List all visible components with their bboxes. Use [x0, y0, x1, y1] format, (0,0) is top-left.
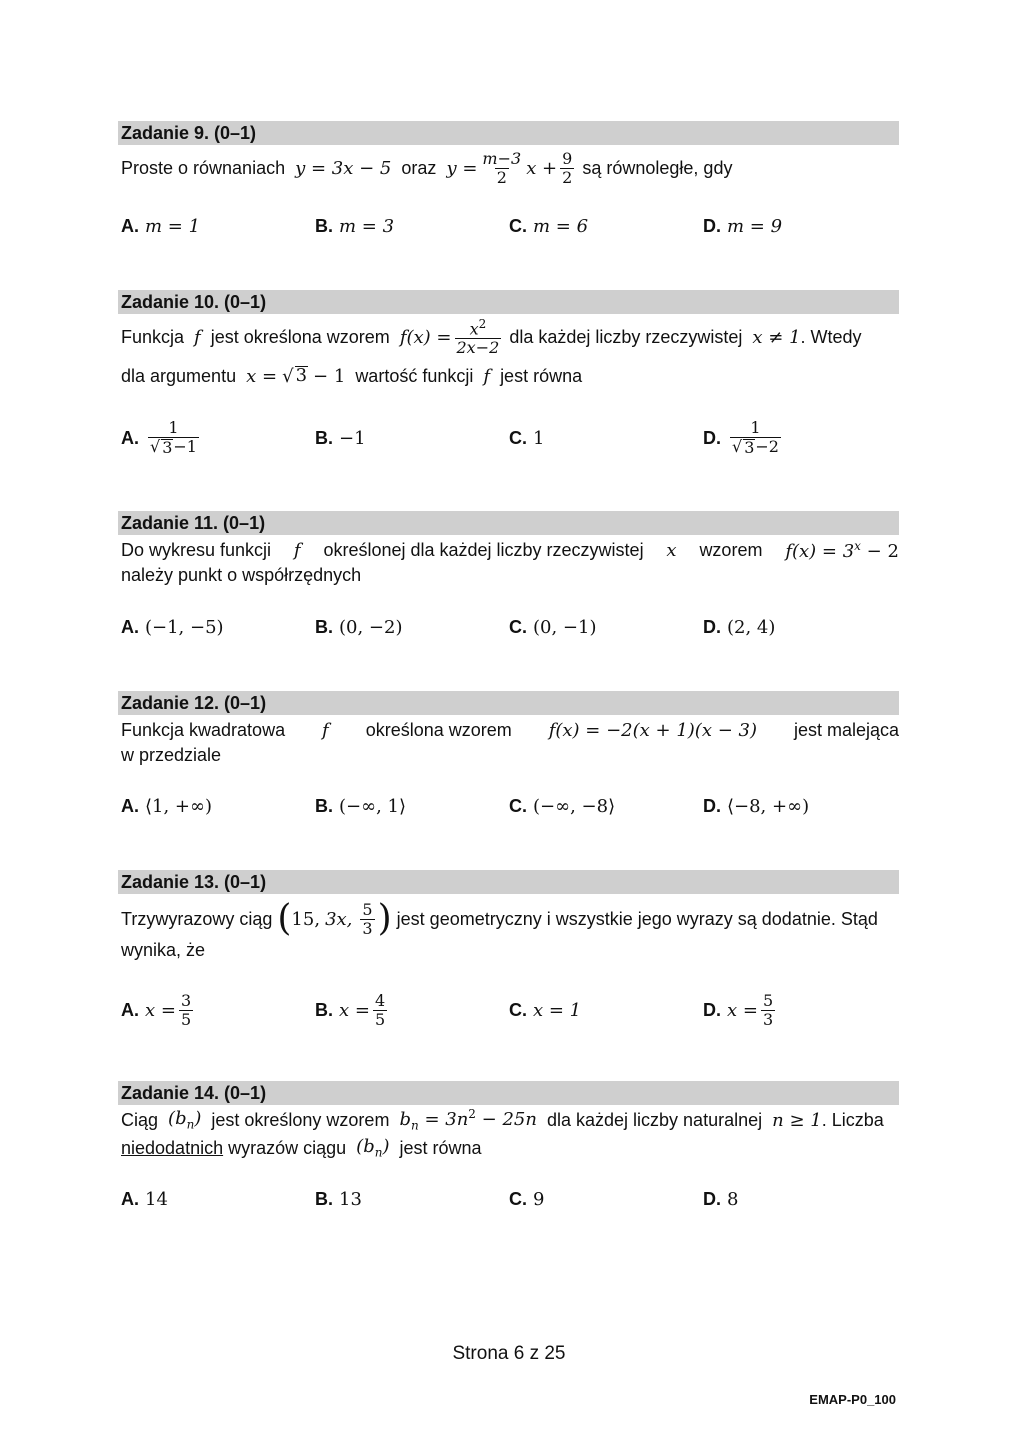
task-content: Trzywyrazowy ciąg ( 15, 3x, $\frac{5}{3}$ ) jest geometryczny i wszystkie jego wyrazy są dodatnie. Stąd — [121, 898, 878, 939]
task-14 — [118, 1081, 899, 1210]
fraction: $\frac{9}{2}$ — [562, 148, 573, 187]
task-content: Funkcja f jest określona wzorem f(x) = $\frac{x^2}{2x-2}$ dla każdej liczby rzeczywistej x ≠ 1 . Wtedy — [121, 316, 862, 358]
page-number: Strona 6 z 25 — [452, 1343, 566, 1364]
task-content-line-2: w przedziale — [121, 745, 222, 765]
task-11 — [118, 511, 899, 638]
fraction: $\frac{x^2}{2x-2}$ — [456, 316, 500, 358]
option-d[interactable]: D. 1 √ 3 −2 — [703, 417, 779, 457]
option-b[interactable]: B. −1 — [315, 427, 366, 449]
task-header: Zadanie 14. (0–1) — [118, 1081, 899, 1105]
option-c[interactable]: C. 1 — [509, 427, 545, 449]
answer-options — [121, 414, 901, 462]
task-content: Proste o równaniach y = 3x − 5 oraz y = $\frac{m-3}{2}$ x + $\frac{9}{2}$ są równoległe, gdy — [121, 148, 733, 187]
option-c[interactable]: C. 9 — [509, 1188, 545, 1210]
option-a[interactable]: A. (−1, −5) — [121, 616, 224, 638]
answer-options — [121, 607, 901, 647]
task-content: Ciąg $(b_n)$ jest określony wzorem $b_n = 3n^2 - 25n$ dla każdej liczby naturalnej n ≥ 1 . Liczba — [121, 1107, 884, 1133]
answer-options — [121, 986, 901, 1034]
option-a[interactable]: A. 1 √ 3 −1 — [121, 417, 197, 457]
task-content: Funkcja kwadratowa f określona wzorem f(x) = −2(x + 1)(x − 3) jest malejąca — [121, 719, 899, 741]
option-c[interactable]: C. m = 6 — [509, 215, 589, 237]
option-d[interactable]: D. 8 — [703, 1188, 739, 1210]
task-content-line-2: należy punkt o współrzędnych — [121, 565, 362, 585]
answer-options — [121, 786, 901, 826]
task-12 — [118, 691, 899, 817]
option-c[interactable]: C. (0, −1) — [509, 616, 597, 638]
option-b[interactable]: B. (0, −2) — [315, 616, 403, 638]
task-header: Zadanie 13. (0–1) — [118, 870, 899, 894]
option-b[interactable]: B. m = 3 — [315, 215, 395, 237]
task-content-line-2: dla argumentu x = √ 3 − 1 wartość funkcji f jest równa — [121, 364, 583, 387]
option-d[interactable]: D. ⟨−8, +∞) — [703, 795, 810, 817]
fraction: $\frac{5}{3}$ — [362, 899, 373, 938]
task-13 — [118, 870, 899, 1029]
exam-code: EMAP-P0_100 — [809, 1392, 896, 1407]
task-content: Do wykresu funkcji f określonej dla każdej liczby rzeczywistej x wzorem $f(x) = 3^x - 2$ — [121, 538, 899, 562]
option-a[interactable]: A. ⟨1, +∞) — [121, 795, 213, 817]
task-9 — [118, 121, 899, 237]
option-d[interactable]: D. x = $\frac{5}{3}$ — [703, 990, 774, 1029]
option-b[interactable]: B. (−∞, 1⟩ — [315, 795, 407, 817]
task-header: Zadanie 9. (0–1) — [118, 121, 899, 145]
task-10 — [118, 290, 899, 457]
option-a[interactable]: A. x = $\frac{3}{5}$ — [121, 990, 192, 1029]
option-b[interactable]: B. x = $\frac{4}{5}$ — [315, 990, 386, 1029]
option-a[interactable]: A. 14 — [121, 1188, 168, 1210]
option-a[interactable]: A. m = 1 — [121, 215, 201, 237]
task-header: Zadanie 12. (0–1) — [118, 691, 899, 715]
task-content-line-2: niedodatnich wyrazów ciągu $(b_n)$ jest równa — [121, 1136, 482, 1160]
option-c[interactable]: C. (−∞, −8⟩ — [509, 795, 616, 817]
task-header: Zadanie 10. (0–1) — [118, 290, 899, 314]
option-c[interactable]: C. x = 1 — [509, 999, 582, 1021]
option-d[interactable]: D. (2, 4) — [703, 616, 776, 638]
fraction: $\frac{m-3}{2}$ — [482, 148, 522, 187]
option-d[interactable]: D. m = 9 — [703, 215, 783, 237]
option-b[interactable]: B. 13 — [315, 1188, 362, 1210]
sqrt: √ 3 — [282, 364, 308, 387]
answer-options — [121, 206, 901, 246]
answer-options — [121, 1179, 901, 1219]
task-content-line-2: wynika, że — [121, 940, 206, 960]
task-header: Zadanie 11. (0–1) — [118, 511, 899, 535]
